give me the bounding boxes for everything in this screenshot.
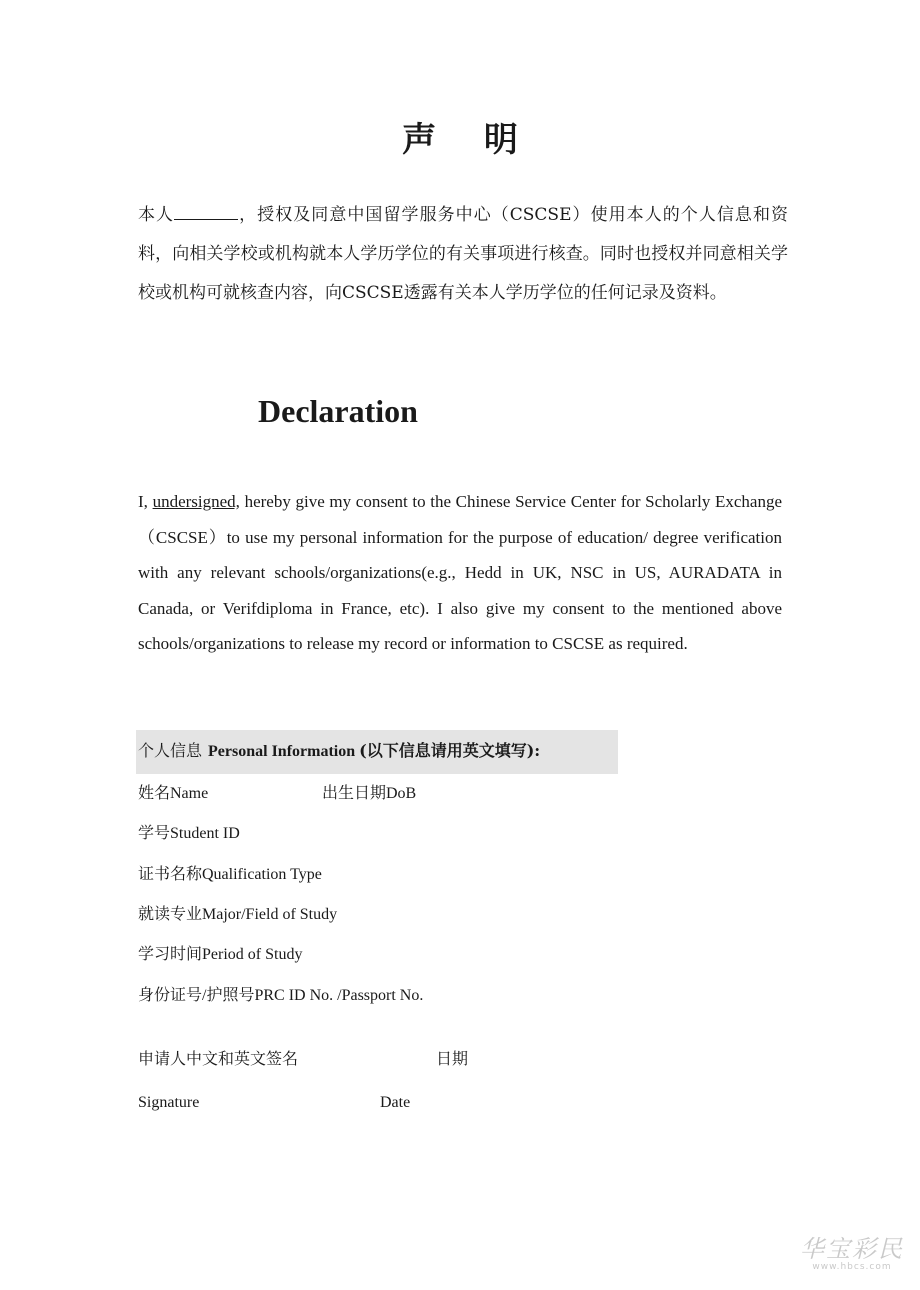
personal-info-header-note: (以下信息请用英文填写):: [359, 741, 541, 760]
watermark-text: 华宝彩民: [800, 1235, 904, 1263]
dob-field-label: 出生日期DoB: [322, 785, 417, 802]
name-blank-line[interactable]: [174, 199, 238, 220]
major-field-label: 就读专业Major/Field of Study: [138, 906, 338, 923]
period-field-label: 学习时间Period of Study: [138, 946, 303, 963]
watermark-logo: [800, 1229, 904, 1272]
id-passport-field-label: 身份证号/护照号PRC ID No. /Passport No.: [138, 987, 424, 1004]
english-declaration-prefix: I,: [138, 492, 153, 511]
watermark-url: www.hbcs.com: [812, 1262, 892, 1272]
date-label-en: Date: [380, 1094, 411, 1111]
qualification-field-label: 证书名称Qualification Type: [138, 866, 322, 883]
english-declaration-text: hereby give my consent to the Chinese Service Center for Scholarly Exchange（CSCSE）to use my personal information for the purpose of education/ degree verification with any relevant schools/organizations(e.g., Hedd in UK, NSC in US, AURADATA in Canada, or Verifdiploma in France, etc). I also give my consent to the mentioned above schools/organizations to release my record or information to CSCSE as required.: [138, 492, 783, 653]
english-declaration-paragraph: [138, 484, 782, 662]
signature-label-en: Signature: [138, 1094, 200, 1111]
chinese-title: 声 明: [402, 120, 536, 160]
chinese-declaration-prefix: 本人: [138, 205, 175, 225]
english-title: Declaration: [258, 393, 418, 429]
personal-info-header-zh: 个人信息: [138, 741, 203, 760]
signature-label-zh: 申请人中文和英文签名: [138, 1051, 299, 1068]
date-label-zh: 日期: [436, 1051, 469, 1068]
personal-info-header: [136, 730, 618, 774]
chinese-declaration-text: ，授权及同意中国留学服务中心（CSCSE）使用本人的个人信息和资料，向相关学校或机构就本人学历学位的有关事项进行核查。同时也授权并同意相关学校或机构可就核查内容，向CSCSE透露有关本人学历学位的任何记录及资料。: [138, 205, 789, 303]
chinese-declaration-paragraph: [138, 196, 788, 313]
name-field-label: 姓名Name: [138, 785, 209, 802]
undersigned-text: undersigned,: [152, 492, 240, 511]
student-id-field-label: 学号Student ID: [138, 825, 240, 842]
personal-info-header-en: Personal Information: [208, 743, 356, 760]
